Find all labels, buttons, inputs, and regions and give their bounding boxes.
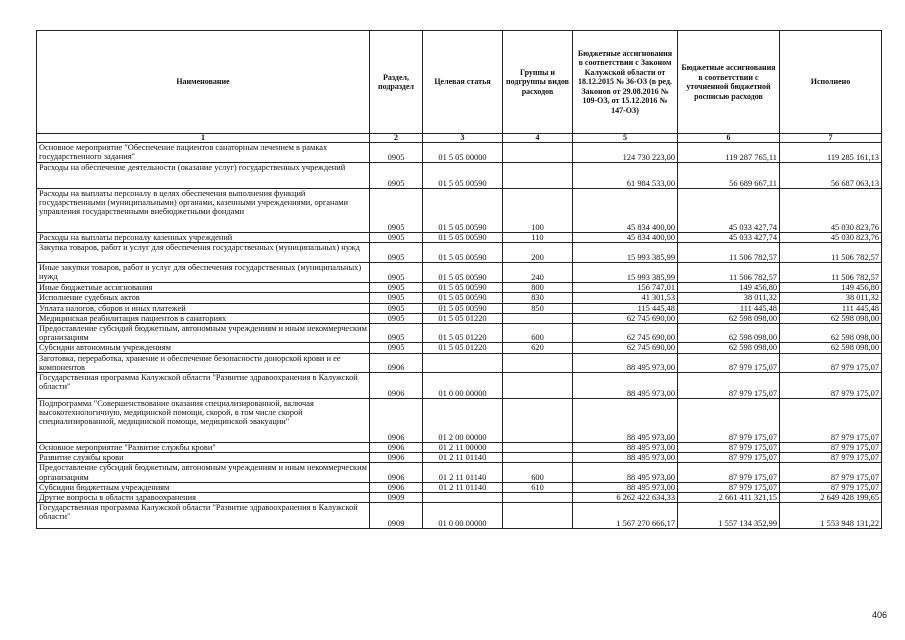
row-target: 01 5 05 00590 <box>423 163 503 189</box>
table-row <box>37 399 882 443</box>
row-section: 0909 <box>370 503 423 529</box>
row-refined-amount: 87 979 175,07 <box>678 453 780 463</box>
row-group: 620 <box>503 343 573 353</box>
header-refined-assignments: Бюджетные ассигнования в соответствии с уточненной бюджетной росписью расходов <box>678 31 780 134</box>
row-law-amount: 88 495 973,00 <box>573 463 678 482</box>
row-law-amount: 45 834 400,00 <box>573 189 678 233</box>
row-name: Расходы на выплаты персоналу в целях обеспечения выполнения функций государственными (муниципальными) органами, казенными учреждениями, органами управления государственными внебюджетными фондами <box>37 189 370 233</box>
table-row <box>37 303 882 313</box>
row-group <box>503 453 573 463</box>
table-row <box>37 163 882 189</box>
header-law-assignments: Бюджетные ассигнования в соответствии с Законом Калужской области от 18.12.2015 № 36-ОЗ (в ред. Законов от 29.08.2016 № 109-ОЗ, от 15.12.2016 № 147-ОЗ) <box>573 31 678 134</box>
row-refined-amount: 87 979 175,07 <box>678 399 780 443</box>
row-name: Предоставление субсидий бюджетным, автономным учреждениям и иным некоммерческим организациям <box>37 463 370 482</box>
row-group: 600 <box>503 324 573 343</box>
row-law-amount: 88 495 973,00 <box>573 482 678 492</box>
row-target: 01 5 05 00590 <box>423 303 503 313</box>
table-row <box>37 482 882 492</box>
row-section: 0906 <box>370 453 423 463</box>
budget-table <box>36 30 882 529</box>
row-executed-amount: 2 649 428 199,65 <box>780 493 882 503</box>
row-target: 01 0 00 00000 <box>423 373 503 399</box>
table-row <box>37 493 882 503</box>
row-executed-amount: 62 598 098,00 <box>780 343 882 353</box>
row-name: Другие вопросы в области здравоохранения <box>37 493 370 503</box>
table-row <box>37 463 882 482</box>
page-number: 406 <box>871 610 887 620</box>
row-name: Субсидии автономным учреждениям <box>37 343 370 353</box>
row-refined-amount: 11 506 782,57 <box>678 243 780 263</box>
row-section: 0905 <box>370 313 423 323</box>
table-row <box>37 263 882 283</box>
row-target: 01 5 05 00590 <box>423 293 503 303</box>
row-target: 01 2 11 01140 <box>423 453 503 463</box>
row-law-amount: 1 567 270 666,17 <box>573 503 678 529</box>
row-section: 0905 <box>370 303 423 313</box>
row-target <box>423 353 503 372</box>
row-executed-amount: 11 506 782,57 <box>780 243 882 263</box>
row-executed-amount: 87 979 175,07 <box>780 399 882 443</box>
row-executed-amount: 87 979 175,07 <box>780 463 882 482</box>
column-number: 6 <box>678 134 780 143</box>
row-target: 01 0 00 00000 <box>423 503 503 529</box>
row-law-amount: 45 834 400,00 <box>573 233 678 243</box>
row-group <box>503 373 573 399</box>
row-group <box>503 143 573 163</box>
row-target: 01 5 05 00590 <box>423 263 503 283</box>
table-row <box>37 373 882 399</box>
row-target: 01 2 00 00000 <box>423 399 503 443</box>
row-executed-amount: 62 598 098,00 <box>780 313 882 323</box>
table-row <box>37 143 882 163</box>
table-row <box>37 453 882 463</box>
row-name: Медицинская реабилитация пациентов в санаториях <box>37 313 370 323</box>
row-section: 0905 <box>370 143 423 163</box>
column-number: 1 <box>37 134 370 143</box>
row-section: 0906 <box>370 463 423 482</box>
row-executed-amount: 87 979 175,07 <box>780 353 882 372</box>
row-target: 01 5 05 01220 <box>423 313 503 323</box>
row-target: 01 5 05 00590 <box>423 189 503 233</box>
row-refined-amount: 149 456,80 <box>678 283 780 293</box>
row-refined-amount: 87 979 175,07 <box>678 353 780 372</box>
row-target: 01 5 05 00590 <box>423 233 503 243</box>
row-section: 0905 <box>370 233 423 243</box>
column-number: 3 <box>423 134 503 143</box>
row-refined-amount: 45 033 427,74 <box>678 189 780 233</box>
row-refined-amount: 11 506 782,57 <box>678 263 780 283</box>
row-group: 200 <box>503 243 573 263</box>
row-refined-amount: 1 557 134 352,99 <box>678 503 780 529</box>
row-law-amount: 88 495 973,00 <box>573 453 678 463</box>
row-group <box>503 493 573 503</box>
row-name: Основное мероприятие "Обеспечение пациентов санаторным лечением в рамках государственного задания" <box>37 143 370 163</box>
row-target: 01 2 11 01140 <box>423 482 503 492</box>
table-row <box>37 324 882 343</box>
row-name: Закупка товаров, работ и услуг для обеспечения государственных (муниципальных) нужд <box>37 243 370 263</box>
row-section: 0905 <box>370 283 423 293</box>
row-law-amount: 61 984 533,00 <box>573 163 678 189</box>
row-executed-amount: 111 445,48 <box>780 303 882 313</box>
row-target: 01 5 05 00590 <box>423 283 503 293</box>
row-name: Основное мероприятие "Развитие службы крови" <box>37 443 370 453</box>
row-group <box>503 163 573 189</box>
row-executed-amount: 45 030 823,76 <box>780 233 882 243</box>
row-executed-amount: 119 285 161,13 <box>780 143 882 163</box>
table-row <box>37 243 882 263</box>
column-number: 4 <box>503 134 573 143</box>
row-group: 110 <box>503 233 573 243</box>
row-group <box>503 353 573 372</box>
row-refined-amount: 45 033 427,74 <box>678 233 780 243</box>
row-section: 0906 <box>370 399 423 443</box>
row-name: Расходы на обеспечение деятельности (оказание услуг) государственных учреждений <box>37 163 370 189</box>
row-name: Иные закупки товаров, работ и услуг для обеспечения государственных (муниципальных) нужд <box>37 263 370 283</box>
row-target <box>423 493 503 503</box>
row-executed-amount: 38 011,32 <box>780 293 882 303</box>
row-target: 01 5 05 00590 <box>423 243 503 263</box>
row-group: 850 <box>503 303 573 313</box>
row-executed-amount: 62 598 098,00 <box>780 324 882 343</box>
table-row <box>37 189 882 233</box>
row-law-amount: 62 745 690,00 <box>573 343 678 353</box>
table-row <box>37 283 882 293</box>
row-target: 01 2 11 01140 <box>423 463 503 482</box>
row-section: 0909 <box>370 493 423 503</box>
row-refined-amount: 87 979 175,07 <box>678 443 780 453</box>
row-name: Исполнение судебных актов <box>37 293 370 303</box>
row-law-amount: 88 495 973,00 <box>573 353 678 372</box>
row-law-amount: 124 730 223,00 <box>573 143 678 163</box>
row-executed-amount: 56 687 063,13 <box>780 163 882 189</box>
column-number: 7 <box>780 134 882 143</box>
table-row <box>37 313 882 323</box>
row-refined-amount: 62 598 098,00 <box>678 324 780 343</box>
row-refined-amount: 56 689 667,11 <box>678 163 780 189</box>
row-refined-amount: 87 979 175,07 <box>678 463 780 482</box>
header-name: Наименование <box>37 31 370 134</box>
column-number: 5 <box>573 134 678 143</box>
header-groups: Группы и подгруппы видов расходов <box>503 31 573 134</box>
row-law-amount: 156 747,01 <box>573 283 678 293</box>
row-executed-amount: 1 553 948 131,22 <box>780 503 882 529</box>
table-row <box>37 443 882 453</box>
row-refined-amount: 62 598 098,00 <box>678 343 780 353</box>
row-section: 0905 <box>370 324 423 343</box>
row-law-amount: 62 745 690,00 <box>573 313 678 323</box>
row-group: 100 <box>503 189 573 233</box>
table-row <box>37 353 882 372</box>
row-group: 240 <box>503 263 573 283</box>
row-group: 600 <box>503 463 573 482</box>
row-name: Предоставление субсидий бюджетным, автономным учреждениям и иным некоммерческим организациям <box>37 324 370 343</box>
budget-table-sheet <box>36 30 881 529</box>
row-refined-amount: 87 979 175,07 <box>678 373 780 399</box>
row-executed-amount: 87 979 175,07 <box>780 373 882 399</box>
row-name: Иные бюджетные ассигнования <box>37 283 370 293</box>
row-name: Подпрограмма "Совершенствование оказания специализированной, включая высокотехнологичную, медицинской помощи, скорой, в том числе скорой специализированной, медицинской помощи, медицинской эвакуации" <box>37 399 370 443</box>
table-row <box>37 503 882 529</box>
table-row <box>37 293 882 303</box>
column-number: 2 <box>370 134 423 143</box>
row-executed-amount: 11 506 782,57 <box>780 263 882 283</box>
row-refined-amount: 119 287 765,11 <box>678 143 780 163</box>
row-refined-amount: 111 445,48 <box>678 303 780 313</box>
row-section: 0905 <box>370 263 423 283</box>
row-law-amount: 15 993 385,99 <box>573 243 678 263</box>
header-target: Целевая статья <box>423 31 503 134</box>
header-section: Раздел, подраздел <box>370 31 423 134</box>
row-refined-amount: 2 661 411 321,15 <box>678 493 780 503</box>
row-name: Государственная программа Калужской области "Развитие здравоохранения в Калужской области" <box>37 373 370 399</box>
table-body <box>37 143 882 529</box>
row-executed-amount: 87 979 175,07 <box>780 453 882 463</box>
row-group: 610 <box>503 482 573 492</box>
row-law-amount: 88 495 973,00 <box>573 373 678 399</box>
row-section: 0905 <box>370 343 423 353</box>
row-law-amount: 62 745 690,00 <box>573 324 678 343</box>
row-target: 01 5 05 01220 <box>423 324 503 343</box>
row-section: 0906 <box>370 373 423 399</box>
row-name: Уплата налогов, сборов и иных платежей <box>37 303 370 313</box>
row-target: 01 5 05 01220 <box>423 343 503 353</box>
row-law-amount: 41 301,53 <box>573 293 678 303</box>
row-law-amount: 88 495 973,00 <box>573 399 678 443</box>
column-number-row <box>37 134 882 143</box>
table-row <box>37 233 882 243</box>
row-section: 0906 <box>370 353 423 372</box>
row-executed-amount: 45 030 823,76 <box>780 189 882 233</box>
row-executed-amount: 87 979 175,07 <box>780 482 882 492</box>
row-group <box>503 503 573 529</box>
row-name: Государственная программа Калужской области "Развитие здравоохранения в Калужской области" <box>37 503 370 529</box>
row-section: 0905 <box>370 293 423 303</box>
row-law-amount: 115 445,48 <box>573 303 678 313</box>
row-refined-amount: 62 598 098,00 <box>678 313 780 323</box>
row-executed-amount: 87 979 175,07 <box>780 443 882 453</box>
row-group: 830 <box>503 293 573 303</box>
row-group <box>503 313 573 323</box>
row-name: Субсидии бюджетным учреждениям <box>37 482 370 492</box>
row-refined-amount: 87 979 175,07 <box>678 482 780 492</box>
row-name: Развитие службы крови <box>37 453 370 463</box>
row-name: Заготовка, переработка, хранение и обеспечение безопасности донорской крови и ее компонентов <box>37 353 370 372</box>
row-section: 0906 <box>370 482 423 492</box>
row-law-amount: 88 495 973,00 <box>573 443 678 453</box>
row-group: 800 <box>503 283 573 293</box>
row-group <box>503 443 573 453</box>
row-target: 01 5 05 00000 <box>423 143 503 163</box>
row-section: 0905 <box>370 163 423 189</box>
header-executed: Исполнено <box>780 31 882 134</box>
row-law-amount: 15 993 385,99 <box>573 263 678 283</box>
row-group <box>503 399 573 443</box>
row-law-amount: 6 262 422 634,33 <box>573 493 678 503</box>
row-refined-amount: 38 011,32 <box>678 293 780 303</box>
header-row <box>37 31 882 134</box>
row-target: 01 2 11 00000 <box>423 443 503 453</box>
row-section: 0905 <box>370 243 423 263</box>
row-section: 0905 <box>370 189 423 233</box>
row-name: Расходы на выплаты персоналу казенных учреждений <box>37 233 370 243</box>
row-executed-amount: 149 456,80 <box>780 283 882 293</box>
table-row <box>37 343 882 353</box>
row-section: 0906 <box>370 443 423 453</box>
